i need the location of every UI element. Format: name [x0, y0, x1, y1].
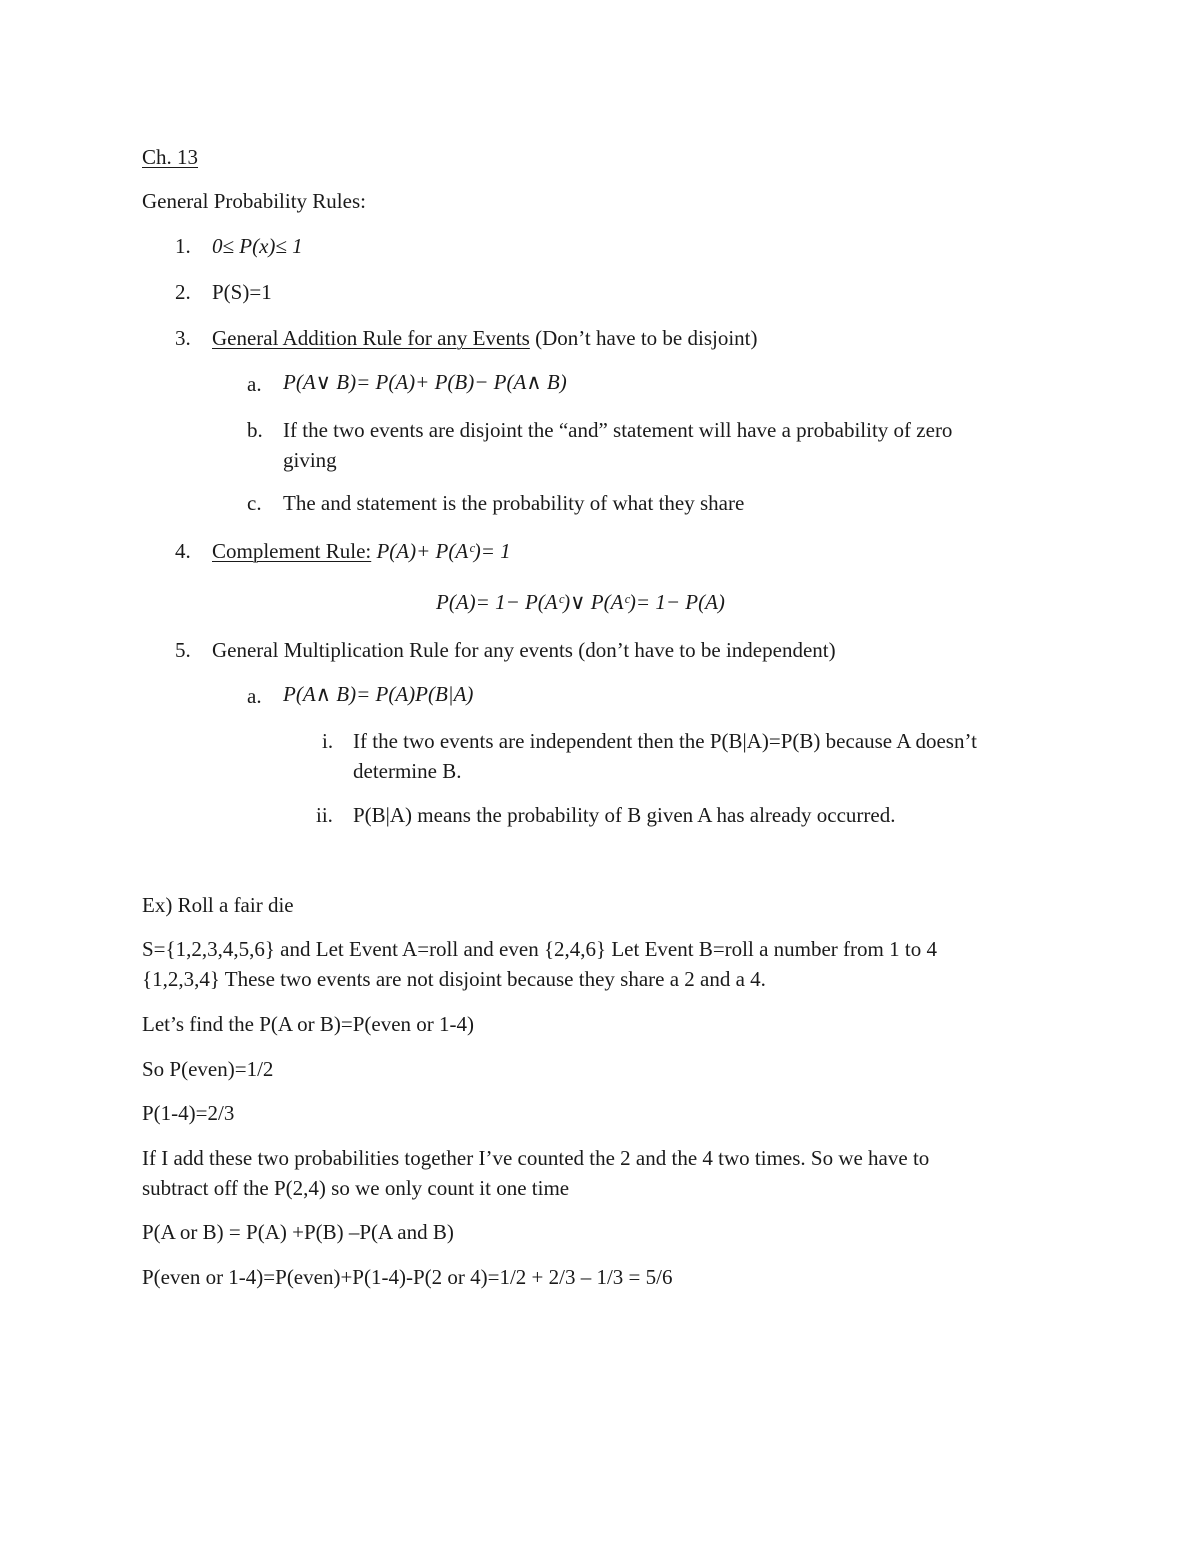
list-marker-1: 1.: [175, 234, 191, 258]
complement-rule-formula: P(A)+ P(Aᶜ)= 1: [371, 539, 511, 563]
example-add-line-2: subtract off the P(2,4) so we only count it one time: [142, 1176, 570, 1200]
example-result: P(even or 1-4)=P(even)+P(1-4)-P(2 or 4)=1/2 + 2/3 – 1/3 = 5/6: [142, 1265, 673, 1289]
list-marker-3b: b.: [247, 418, 263, 442]
example-rule: P(A or B) = P(A) +P(B) –P(A and B): [142, 1220, 454, 1244]
section-title: General Probability Rules:: [142, 189, 366, 213]
list-marker-3: 3.: [175, 326, 191, 350]
list-marker-5a-ii: ii.: [316, 803, 333, 827]
rule-2-text: P(S)=1: [212, 280, 272, 304]
addition-rule-formula: P(A∨ B)= P(A)+ P(B)− P(A∧ B): [283, 370, 567, 394]
example-find: Let’s find the P(A or B)=P(even or 1-4): [142, 1012, 475, 1036]
list-marker-5a-i: i.: [322, 729, 334, 753]
rule-3-title: General Addition Rule for any Events: [212, 326, 530, 350]
example-title: Ex) Roll a fair die: [142, 893, 294, 917]
example-p-1-4: P(1-4)=2/3: [142, 1101, 235, 1125]
rule-3b-line-2: giving: [283, 448, 337, 472]
example-add-line-1: If I add these two probabilities together I’ve counted the 2 and the 4 two times. So we have to: [142, 1146, 930, 1170]
rule-4-title: Complement Rule:: [212, 539, 372, 563]
list-marker-4: 4.: [175, 539, 191, 563]
rule-3-line: [212, 326, 758, 350]
example-line-2: {1,2,3,4} These two events are not disjoint because they share a 2 and a 4.: [142, 967, 766, 991]
list-marker-3a: a.: [247, 372, 262, 396]
example-p-even: So P(even)=1/2: [142, 1057, 274, 1081]
list-marker-5: 5.: [175, 638, 191, 662]
rule-5a-ii-text: P(B|A) means the probability of B given A has already occurred.: [353, 803, 896, 827]
list-marker-3c: c.: [247, 491, 262, 515]
rule-3b-line-1: If the two events are disjoint the “and” statement will have a probability of zero: [283, 418, 953, 442]
rule-1-formula: 0≤ P(x)≤ 1: [212, 234, 303, 258]
list-marker-5a: a.: [247, 684, 262, 708]
multiplication-rule-formula: P(A∧ B)= P(A)P(B|A): [283, 682, 474, 706]
rule-5a-i-line-2: determine B.: [353, 759, 462, 783]
chapter-heading: Ch. 13: [142, 145, 199, 169]
rule-5-title: General Multiplication Rule for any events (don’t have to be independent): [212, 638, 836, 662]
list-marker-2: 2.: [175, 280, 191, 304]
rule-5a-i-line-1: If the two events are independent then the P(B|A)=P(B) because A doesn’t: [353, 729, 977, 753]
example-line-1: S={1,2,3,4,5,6} and Let Event A=roll and even {2,4,6} Let Event B=roll a number from 1 to 4: [142, 937, 937, 961]
rule-4-line: [212, 539, 511, 563]
rule-3-note: (Don’t have to be disjoint): [529, 326, 758, 350]
rule-3c-text: The and statement is the probability of what they share: [283, 491, 745, 515]
complement-centered-formula: P(A)= 1− P(Aᶜ)∨ P(Aᶜ)= 1− P(A): [436, 590, 725, 614]
